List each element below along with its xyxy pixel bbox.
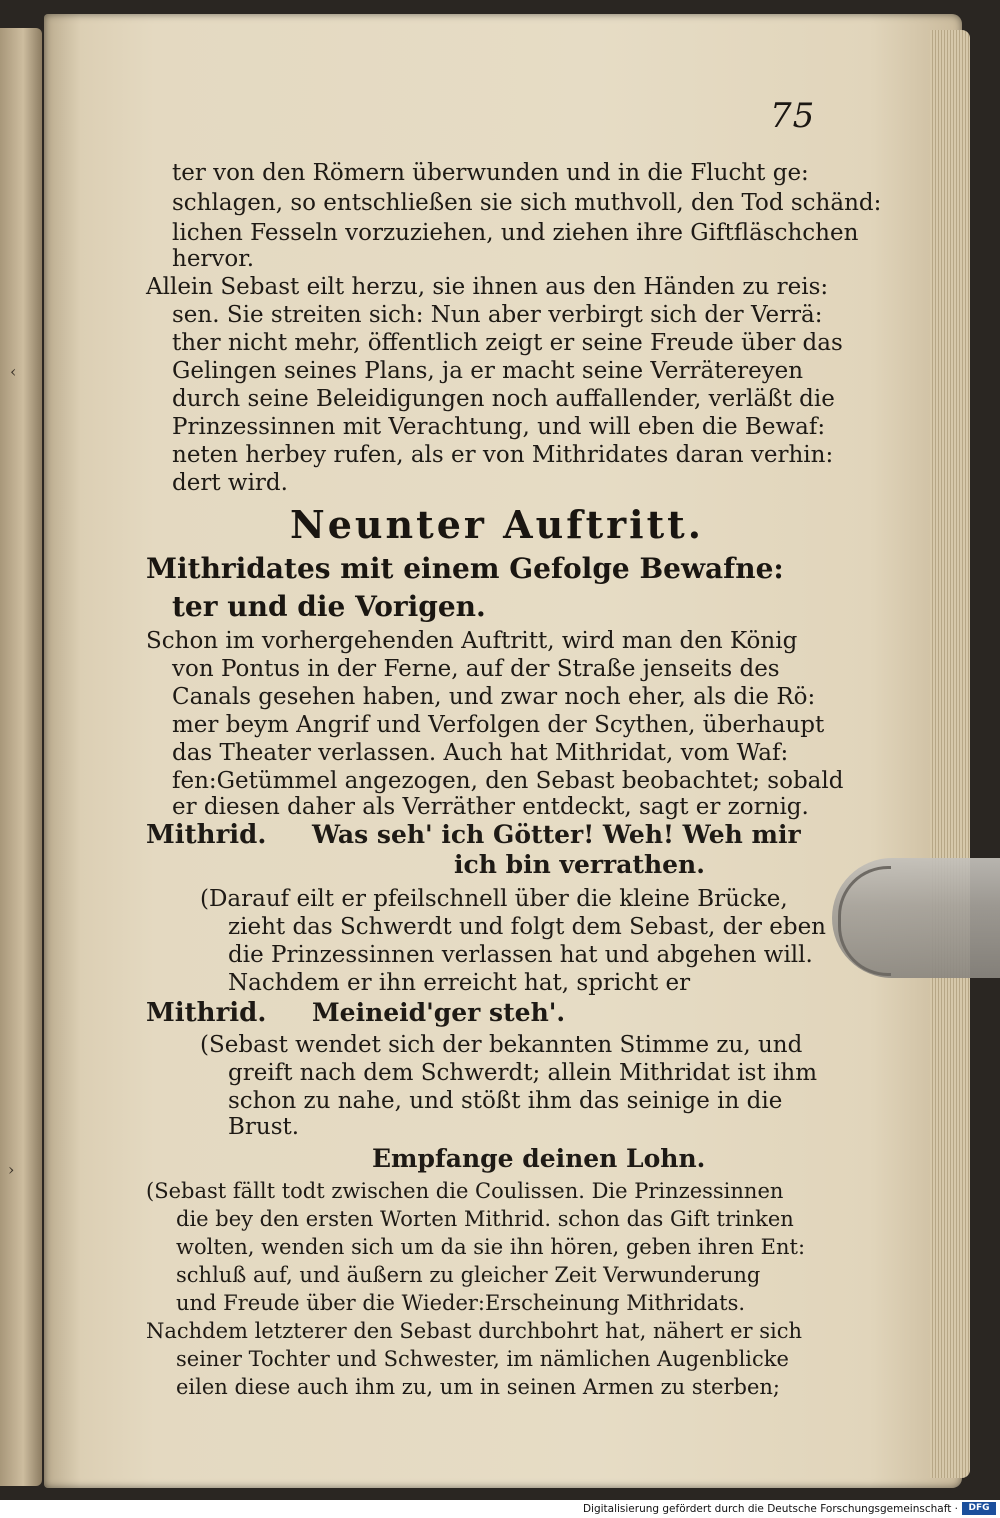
stage-direction-line: Brust. <box>228 1114 300 1140</box>
text-line: Allein Sebast eilt herzu, sie ihnen aus den Händen zu reis: <box>146 274 829 300</box>
speaker-name: Mithrid. <box>146 820 267 850</box>
text-line: eilen diese auch ihm zu, um in seinen Armen zu sterben; <box>176 1375 780 1399</box>
stage-direction-line: Nachdem er ihn erreicht hat, spricht er <box>228 970 691 996</box>
text-line: Schon im vorhergehenden Auftritt, wird man den König <box>146 628 798 654</box>
text-line: Canals gesehen haben, und zwar noch eher, als die Rö: <box>172 684 816 710</box>
page-number: 75 <box>770 96 816 136</box>
speech-line: Meineid'ger steh'. <box>312 998 566 1027</box>
speech-line: ich bin verrathen. <box>454 850 705 879</box>
speech-line: Empfange deinen Lohn. <box>372 1144 706 1173</box>
text-line: durch seine Beleidigungen noch auffallender, verläßt die <box>172 386 835 412</box>
margin-mark: › <box>8 1160 15 1179</box>
stage-direction-line: zieht das Schwerdt und folgt dem Sebast, der eben <box>228 914 826 940</box>
stage-direction-line: die Prinzessinnen verlassen hat und abgehen will. <box>228 942 813 968</box>
stage-direction-line: (Darauf eilt er pfeilschnell über die kleine Brücke, <box>200 886 788 912</box>
page-edges <box>930 30 970 1478</box>
text-line: wolten, wenden sich um da sie ihn hören, geben ihren Ent: <box>176 1235 806 1259</box>
text-line: Prinzessinnen mit Verachtung, und will eben die Bewaf: <box>172 414 826 440</box>
text-line: von Pontus in der Ferne, auf der Straße jenseits des <box>172 656 780 682</box>
stage-direction-line: greift nach dem Schwerdt; allein Mithridat ist ihm <box>228 1060 818 1086</box>
text-line: hervor. <box>172 246 255 272</box>
text-line: neten herbey rufen, als er von Mithridates daran verhin: <box>172 442 834 468</box>
text-line: lichen Fesseln vorzuziehen, und ziehen ihre Giftfläschchen <box>172 220 859 246</box>
text-line: dert wird. <box>172 470 288 496</box>
text-line: und Freude über die Wieder:Erscheinung Mithridats. <box>176 1291 746 1315</box>
margin-mark: ‹ <box>10 362 17 381</box>
footer-credit: Digitalisierung gefördert durch die Deutsche Forschungsgemeinschaft · <box>582 1503 958 1515</box>
text-line: Gelingen seines Plans, ja er macht seine Verrätereyen <box>172 358 804 384</box>
text-line: (Sebast fällt todt zwischen die Coulissen. Die Prinzessinnen <box>146 1179 784 1203</box>
text-line: er diesen daher als Verräther entdeckt, sagt er zornig. <box>172 794 809 820</box>
text-line: mer beym Angrif und Verfolgen der Scythen, überhaupt <box>172 712 825 738</box>
dfg-logo: DFG <box>962 1502 996 1515</box>
text-line: schluß auf, und äußern zu gleicher Zeit Verwunderung <box>176 1263 761 1287</box>
speaker-name: Mithrid. <box>146 998 267 1028</box>
text-line: die bey den ersten Worten Mithrid. schon das Gift trinken <box>176 1207 794 1231</box>
left-page-edge <box>0 28 42 1486</box>
stage-direction-line: schon zu nahe, und stößt ihm das seinige in die <box>228 1088 783 1114</box>
text-line: seiner Tochter und Schwester, im nämlichen Augenblicke <box>176 1347 789 1371</box>
scene-cast-line: Mithridates mit einem Gefolge Bewafne: <box>146 552 784 585</box>
stage-direction-line: (Sebast wendet sich der bekannten Stimme zu, und <box>200 1032 803 1058</box>
text-line: das Theater verlassen. Auch hat Mithridat, vom Waf: <box>172 740 789 766</box>
text-line: sen. Sie streiten sich: Nun aber verbirgt sich der Verrä: <box>172 302 823 328</box>
text-line: Nachdem letzterer den Sebast durchbohrt hat, nähert er sich <box>146 1319 803 1343</box>
scene-cast-line: ter und die Vorigen. <box>172 590 486 623</box>
text-line: schlagen, so entschließen sie sich muthvoll, den Tod schänd: <box>172 190 882 216</box>
text-line: ther nicht mehr, öffentlich zeigt er seine Freude über das <box>172 330 843 356</box>
scene-title: Neunter Auftritt. <box>290 502 704 547</box>
text-line: fen:Getümmel angezogen, den Sebast beobachtet; sobald <box>172 768 844 794</box>
text-line: ter von den Römern überwunden und in die Flucht ge: <box>172 160 809 186</box>
speech-line: Was seh' ich Götter! Weh! Weh mir <box>312 820 801 849</box>
